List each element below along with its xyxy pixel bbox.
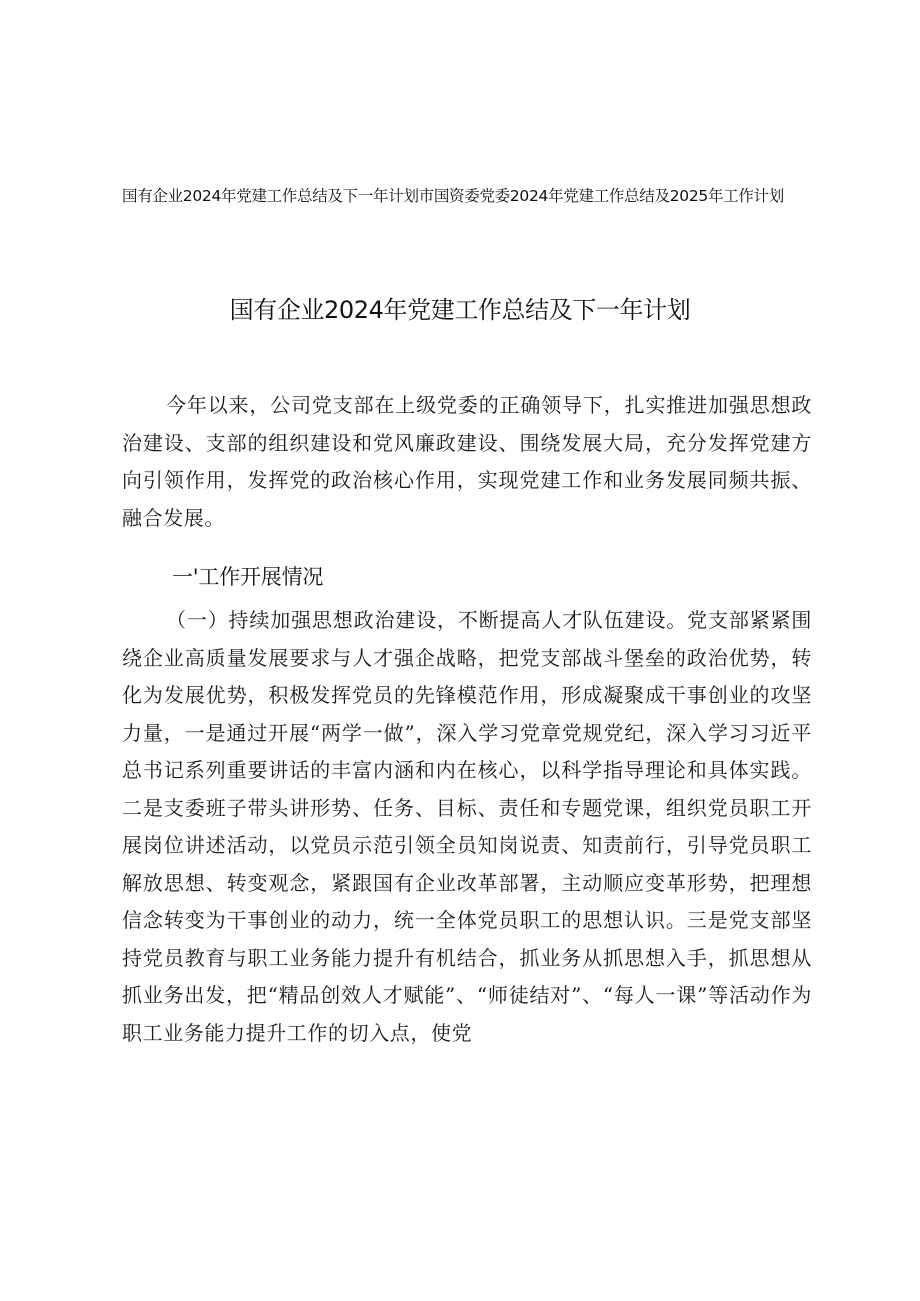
section-paragraph: （一）持续加强思想政治建设，不断提高人才队伍建设。党支部紧紧围绕企业高质量发展要求与人才强企战略，把党支部战斗堡垒的政治优势，转化为发展优势，积极发挥党员的先锋模范作用，形成凝聚成干事创业的攻坚力量，一是通过开展“两学一做”，深入学习党章党规党纪，深入学习习近平总书记系列重要讲话的丰富内涵和内在核心，以科学指导理论和具体实践。二是支委班子带头讲形势、任务、目标、责任和专题党课，组织党员职工开展岗位讲述活动，以党员示范引领全员知岗说责、知责前行，引导党员职工解放思想、转变观念，紧跟国有企业改革部署，主动顺应变革形势，把理想信念转变为干事创业的动力，统一全体党员职工的思想认识。三是党支部坚持党员教育与职工业务能力提升有机结合，抓业务从抓思想入手，抓思想从抓业务出发，把“精品创效人才赋能”、“师徒结对”、“每人一课”等活动作为职工业务能力提升工作的切入点，使党	[122, 608, 812, 1045]
document-header: 国有企业2024年党建工作总结及下一年计划市国资委党委2024年党建工作总结及2025年工作计划	[122, 187, 784, 205]
section-heading: 一'工作开展情况	[172, 565, 324, 589]
document-title: 国有企业2024年党建工作总结及下一年计划	[229, 296, 691, 324]
intro-paragraph: 今年以来，公司党支部在上级党委的正确领导下，扎实推进加强思想政治建设、支部的组织建设和党风廉政建设、围绕发展大局，充分发挥党建方向引领作用，发挥党的政治核心作用，实现党建工作和业务发展同频共振、融合发展。	[122, 393, 812, 530]
